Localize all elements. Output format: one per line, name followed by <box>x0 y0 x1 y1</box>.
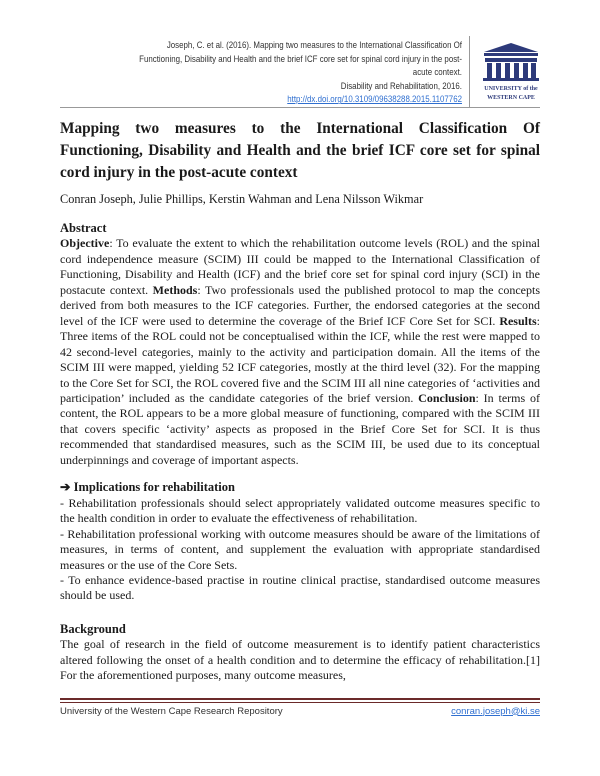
authors: Conran Joseph, Julie Phillips, Kerstin Wahman and Lena Nilsson Wikmar <box>60 192 424 206</box>
list-item: - Rehabilitation professionals should select appropriately validated outcome measures specific to the health condition in order to evaluate the effectiveness of rehabilitation. <box>60 495 540 526</box>
doi-link[interactable]: http://dx.doi.org/10.3109/09638288.2015.1107762 <box>287 94 462 105</box>
implications-section <box>60 480 540 604</box>
university-logo <box>476 40 546 102</box>
citation-line: Functioning, Disability and Health and the brief ICF core set for spinal cord injury in the post- <box>139 53 462 64</box>
header-divider <box>469 36 470 108</box>
citation-line: acute context. <box>412 67 462 78</box>
journal-line: Disability and Rehabilitation, 2016. <box>340 80 462 91</box>
page-footer <box>60 698 540 738</box>
background-heading: Background <box>60 621 126 636</box>
paper-title: Mapping two measures to the International Classification Of Functioning, Disability and Health and the brief ICF core set for spinal cord injury in the post-acute context <box>60 120 540 181</box>
abstract-section <box>60 221 540 468</box>
footer-email-link[interactable]: conran.joseph@ki.se <box>451 705 540 717</box>
citation-line: Joseph, C. et al. (2016). Mapping two measures to the International Classification Of <box>166 40 462 50</box>
background-text: The goal of research in the field of outcome measurement is to identify patient characteristics altered following the onset of a health condition and to determine the efficacy of rehabilitation.[1] For the aforementioned purposes, many outcome measures, <box>60 637 540 683</box>
footer-rule <box>60 698 540 703</box>
svg-text:UNIVERSITY of the: UNIVERSITY of the <box>484 86 538 92</box>
svg-text:WESTERN CAPE: WESTERN CAPE <box>487 95 535 101</box>
arrow-icon: ➔ <box>60 480 71 495</box>
citation-header <box>60 39 462 107</box>
university-building-icon <box>476 40 546 102</box>
footer-repository: University of the Western Cape Research Repository <box>60 705 283 717</box>
list-item: - Rehabilitation professional working with outcome measures should be aware of the limitations of measures, in terms of content, and supplement the evaluation with appropriate standardised measures or the use of the Core Sets. <box>60 526 540 572</box>
implications-heading: ➔ Implications for rehabilitation <box>60 480 235 495</box>
list-item: - To enhance evidence-based practise in routine clinical practise, standardised outcome measures should be used. <box>60 572 540 603</box>
paper-body <box>60 118 540 684</box>
abstract-heading: Abstract <box>60 221 107 235</box>
page-header <box>0 0 600 118</box>
header-rule <box>60 107 540 108</box>
background-section <box>60 622 540 684</box>
abstract-text: Objective: To evaluate the extent to which the rehabilitation outcome levels (ROL) and the spinal cord independence measure (SCIM) III could be mapped to the International Classification of Functioning, Disability and Health (ICF) and the brief core set for spinal cord injury (SCI) in the postacute context. Methods: Two professionals used the published protocol to map the concepts derived from both measures to the ICF categories. Further, the endorsed categories at the second level of the ICF were used to determine the coverage of the Brief ICF Core Set for SCI. Results: Three items of the ROL could not be conceptualised within the ICF, while the rest were mapped to 42 second-level categories, mainly to the activity and participation domain. All the items of the SCIM III were mapped, yielding 52 ICF categories, mostly at the third level (32). For the mapping to the Core Set for SCI, the ROL covered five and the SCIM III all nine categories of ‘activities and participation’ included as the candidate categories of the brief version. Conclusion: In terms of content, the ROL appears to be a more global measure of functioning, compared with the SCIM III that covers specific ‘activity’ aspects as proposed in the Brief Core Set for SCI. It is thus recommended that standardised measures, such as the SCIM III, be used due to its conceptual underpinnings and coverage of important aspects. <box>60 236 541 467</box>
